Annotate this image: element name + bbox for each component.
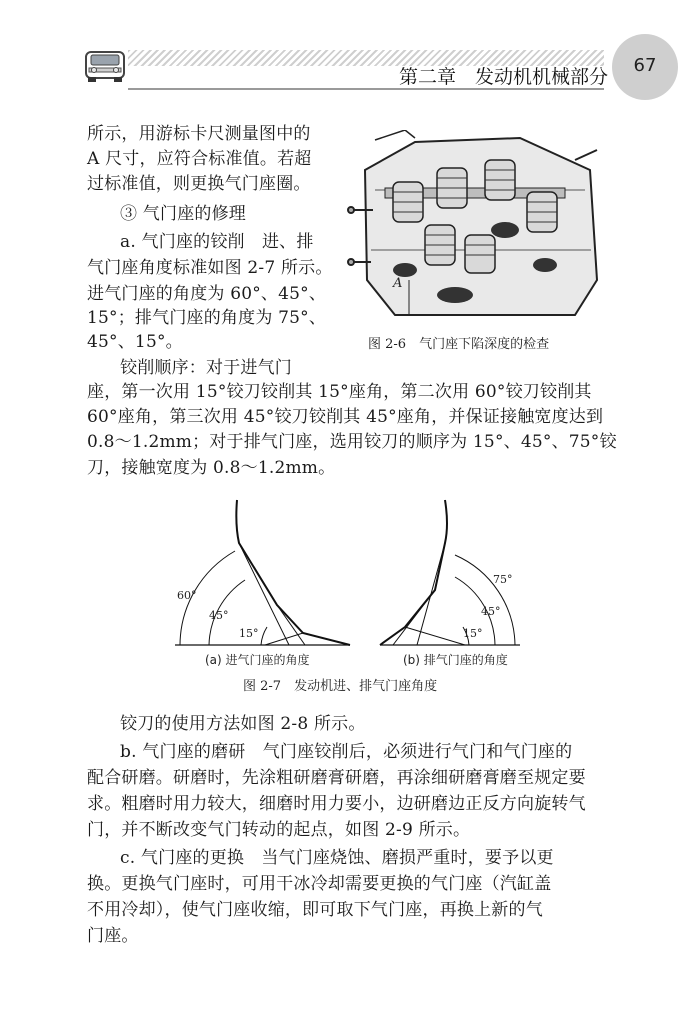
exhaust-75deg-line: [417, 543, 445, 645]
cylinder-head-illustration: [345, 130, 605, 325]
text-line: 所示，用游标卡尺测量图中的: [87, 124, 311, 144]
text-line: 刀，接触宽度为 0.8～1.2mm。: [87, 458, 336, 478]
text-line: 气门座角度标准如图 2-7 所示。: [87, 258, 333, 278]
intake-angle-45: 45°: [209, 609, 229, 622]
text-line: c. 气门座的更换 当气门座烧蚀、磨损严重时，要予以更: [120, 848, 554, 868]
intake-angle-60: 60°: [177, 589, 197, 602]
text-line: 换。更换气门座时，可用干冰冷却需要更换的气门座（汽缸盖: [87, 874, 552, 894]
figure-2-6-caption: 图 2-6 气门座下陷深度的检查: [368, 337, 550, 352]
text-line: 门，并不断改变气门转动的起点，如图 2-9 所示。: [87, 820, 471, 840]
text-line: 求。粗磨时用力较大，细磨时用力要小，边研磨边正反方向旋转气: [87, 794, 586, 814]
exhaust-45deg-line: [393, 590, 435, 645]
chapter-title: 第二章 发动机机械部分: [398, 66, 608, 88]
intake-angle-15: 15°: [239, 627, 259, 640]
exhaust-angle-45: 45°: [481, 605, 501, 618]
dimension-label-a: A: [393, 276, 403, 291]
text-line: 铰刀的使用方法如图 2-8 所示。: [120, 714, 366, 734]
valve-seat-angle-diagram: [165, 495, 525, 655]
exhaust-15deg-line: [405, 627, 465, 645]
exhaust-angle-15: 15°: [463, 627, 483, 640]
text-line: 不用冷却），使气门座收缩，即可取下气门座，再换上新的气: [87, 900, 543, 920]
figure-2-7-caption: 图 2-7 发动机进、排气门座角度: [243, 679, 438, 694]
page-number: 67: [612, 34, 678, 100]
figure-2-7-left-subcaption: (a) 进气门座的角度: [205, 653, 310, 667]
exhaust-angle-75: 75°: [493, 573, 513, 586]
car-front-icon: [82, 40, 128, 86]
text-line: 铰削顺序：对于进气门: [120, 358, 292, 378]
text-line: 60°座角，第三次用 45°铰刀铰削其 45°座角，并保证接触宽度达到: [87, 407, 604, 427]
intake-45deg-line: [277, 605, 305, 645]
intake-15deg-arc: [261, 627, 267, 645]
text-line: 配合研磨。研磨时，先涂粗研磨膏研磨，再涂细研磨膏磨至规定要: [87, 768, 586, 788]
figure-2-7-right-subcaption: (b) 排气门座的角度: [403, 653, 508, 667]
sub-heading: ③ 气门座的修理: [120, 204, 247, 224]
text-line: 45°、15°。: [87, 332, 183, 352]
text-line: 过标准值，则更换气门座圈。: [87, 174, 311, 194]
text-line: A 尺寸，应符合标准值。若超: [87, 149, 312, 169]
text-line: 进气门座的角度为 60°、45°、: [87, 284, 327, 304]
text-line: 15°；排气门座的角度为 75°、: [87, 308, 327, 328]
text-line: a. 气门座的铰削 进、排: [120, 232, 314, 252]
text-line: b. 气门座的磨研 气门座铰削后，必须进行气门和气门座的: [120, 742, 573, 762]
text-line: 0.8～1.2mm；对于排气门座，选用铰刀的顺序为 15°、45°、75°铰: [87, 432, 617, 452]
text-line: 门座。: [87, 926, 139, 946]
text-line: 座，第一次用 15°铰刀铰削其 15°座角，第二次用 60°铰刀铰削其: [87, 382, 592, 402]
